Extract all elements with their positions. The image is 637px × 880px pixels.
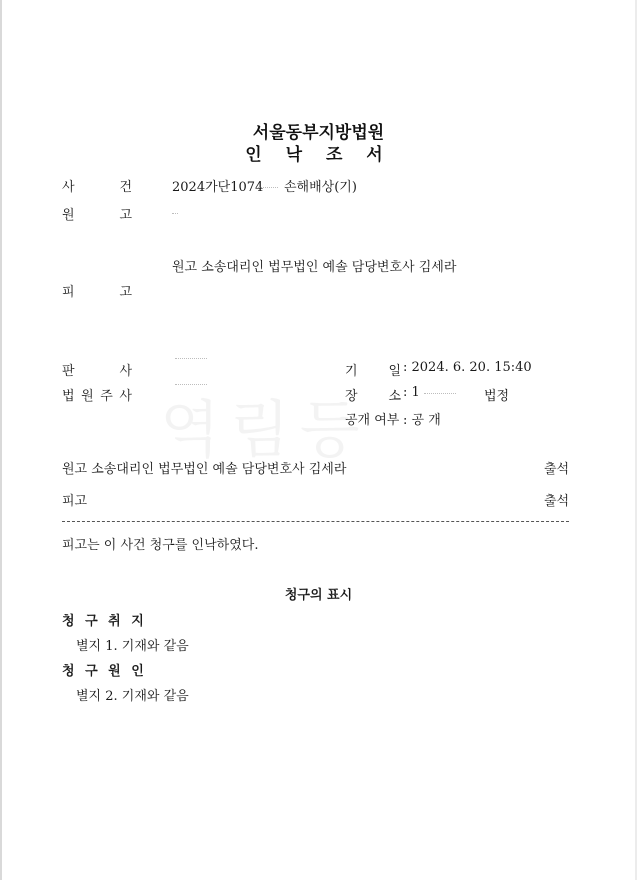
attendance-party-1: 원고 소송대리인 법무법인 예솔 담당변호사 김세라	[62, 462, 347, 477]
public-value: : 공 개	[403, 413, 441, 428]
plaintiff-label: 원 고	[62, 208, 132, 223]
claims-heading: 청구의 표시	[284, 588, 353, 603]
case-label: 사 건	[62, 180, 132, 195]
purpose-heading: 청 구 취 지	[62, 614, 147, 629]
place-value: : 1	[403, 385, 420, 400]
plaintiff-agent: 원고 소송대리인 법무법인 예솔 담당변호사 김세라	[172, 260, 457, 275]
defendant-label: 피 고	[62, 285, 132, 300]
court-name: 서울동부지방법원	[252, 123, 385, 143]
document-title: 인 낙 조 서	[245, 145, 392, 165]
case-name: 손해배상(기)	[284, 180, 357, 195]
cause-heading: 청 구 원 인	[62, 664, 147, 679]
date-label: 기 일	[345, 364, 401, 379]
attendance-party-2: 피고	[62, 494, 88, 509]
place-label: 장 소	[345, 389, 401, 404]
place-redaction	[424, 393, 456, 398]
date-value: : 2024. 6. 20. 15:40	[403, 360, 532, 375]
attendance-status-1: 출석	[544, 462, 570, 477]
cause-text: 별지 2. 기재와 같음	[76, 689, 189, 704]
judge-redaction	[175, 358, 207, 363]
section-divider	[62, 521, 569, 522]
clerk-redaction	[175, 384, 207, 389]
public-label: 공개 여부	[345, 413, 400, 428]
watermark	[160, 380, 370, 469]
plaintiff-redaction	[172, 213, 178, 218]
case-number: 2024가단1074	[172, 180, 264, 195]
case-number-redaction	[258, 187, 278, 192]
clerk-label: 법 원 주 사	[62, 389, 132, 404]
place-suffix: 법정	[484, 389, 510, 404]
judge-label: 판 사	[62, 364, 132, 379]
purpose-text: 별지 1. 기재와 같음	[76, 639, 189, 654]
attendance-status-2: 출석	[544, 494, 570, 509]
statement: 피고는 이 사건 청구를 인낙하였다.	[62, 538, 259, 553]
